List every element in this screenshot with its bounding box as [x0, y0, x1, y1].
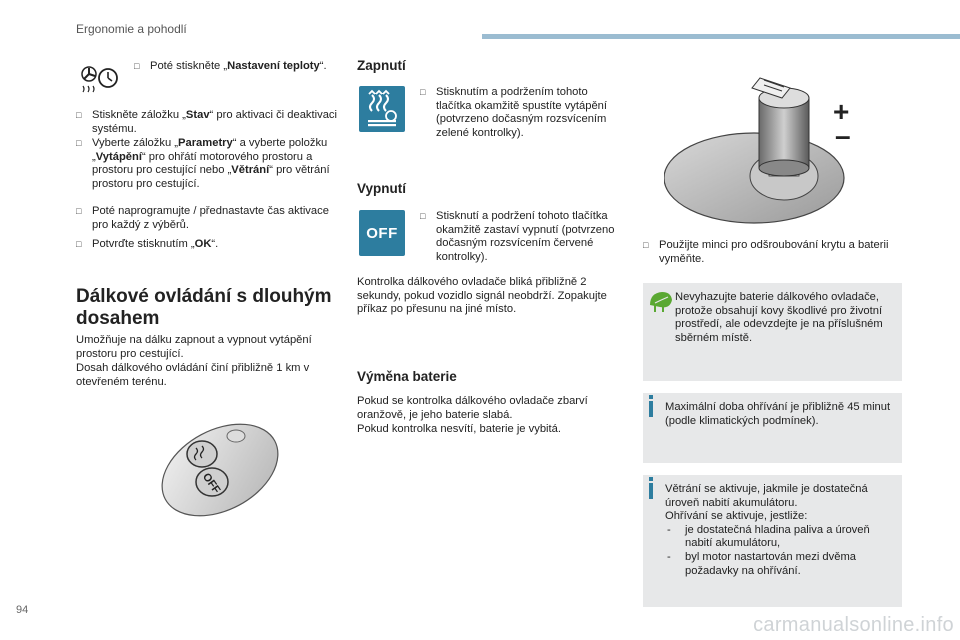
info-icon	[649, 401, 653, 417]
svg-text:OFF: OFF	[199, 471, 223, 497]
info2-line1: Větrání se aktivuje, jakmile je dostatečná úroveň nabití akumulátoru.	[665, 483, 868, 509]
on-text: □ Stisknutím a podržením tohoto tlačítka okamžitě spustíte vytápění (potvrzeno dočasným rozsvícením zelené kontrolky).	[420, 86, 608, 139]
battery-p1: Pokud se kontrolka dálkového ovladače zbarví oranžově, je jeho baterie slabá.	[357, 395, 588, 421]
off-title: Vypnutí	[357, 181, 406, 196]
info-heating-duration: Maximální doba ohřívání je přibližně 45 minut (podle klimatických podmínek).	[643, 393, 902, 463]
step-tab: □ Stiskněte záložku „Stav“ pro aktivaci či deaktivaci systému.	[76, 109, 338, 135]
remote-title: Dálkové ovládání s dlouhým dosahem	[76, 286, 332, 329]
off-text: □ Stisknutí a podržení tohoto tlačítka okamžitě zastaví vypnutí (potvrzeno dočasným rozsvícením červené kontrolky).	[420, 210, 615, 263]
step-settings: □ Poté stiskněte „Nastavení teploty“.	[134, 60, 327, 72]
blink-text: Kontrolka dálkového ovladače bliká přibližně 2 sekundy, pokud vozidlo signál neobdrží. Zopakujte příkaz po přesunu na jiné místo.	[357, 276, 607, 316]
off-label: OFF	[366, 224, 398, 242]
remote-p1: Umožňuje na dálku zapnout a vypnout vytápění prostoru pro cestující.	[76, 334, 312, 360]
page-number: 94	[16, 604, 29, 616]
on-title: Zapnutí	[357, 58, 406, 73]
step-confirm: □ Potvrďte stisknutím „OK“.	[76, 238, 219, 250]
step-program: □ Poté naprogramujte / přednastavte čas aktivace pro každý z výběrů.	[76, 205, 329, 231]
heating-off-button[interactable]	[359, 210, 405, 256]
list-item: - je dostatečná hladina paliva a úroveň nabití akumulátoru,	[667, 523, 870, 550]
battery-p2: Pokud kontrolka nesvítí, baterie je vybitá.	[357, 423, 561, 435]
minus-sign: –	[835, 120, 851, 151]
remote-illustration	[150, 412, 292, 517]
info2-line2: Ohřívání se aktivuje, jestliže:	[665, 510, 808, 523]
info-ventilation	[643, 475, 902, 607]
info-icon	[649, 483, 653, 499]
eco-leaf-icon	[647, 289, 673, 313]
battery-title: Výměna baterie	[357, 369, 457, 384]
eco-note: Nevyhazujte baterie dálkového ovladače, protože obsahují kovy škodlivé pro životní prostředí, ale odevzdejte je na příslušném sběrném místě.	[643, 283, 902, 381]
remote-p2: Dosah dálkového ovládání činí přibližně 1 km v otevřeném terénu.	[76, 362, 310, 388]
heating-icon	[359, 86, 405, 132]
plus-sign: +	[833, 96, 850, 127]
coin-text: □ Použijte minci pro odšroubování krytu a baterii vyměňte.	[643, 239, 889, 265]
list-item: - byl motor nastartován mezi dvěma požadavky na ohřívání.	[667, 550, 856, 577]
header-bar	[482, 34, 960, 39]
step-params: □ Vyberte záložku „Parametry“ a vyberte položku „Vytápění“ pro ohřátí motorového prostoru a prostoru pro cestující nebo „Větrání“ pro větrání prostoru pro cestující.	[76, 137, 330, 190]
battery-illustration	[664, 58, 864, 233]
heating-on-button[interactable]	[359, 86, 405, 132]
section-header: Ergonomie a pohodlí	[76, 22, 187, 36]
watermark: carmanualsonline.info	[753, 614, 954, 636]
fan-clock-icon	[80, 64, 124, 94]
